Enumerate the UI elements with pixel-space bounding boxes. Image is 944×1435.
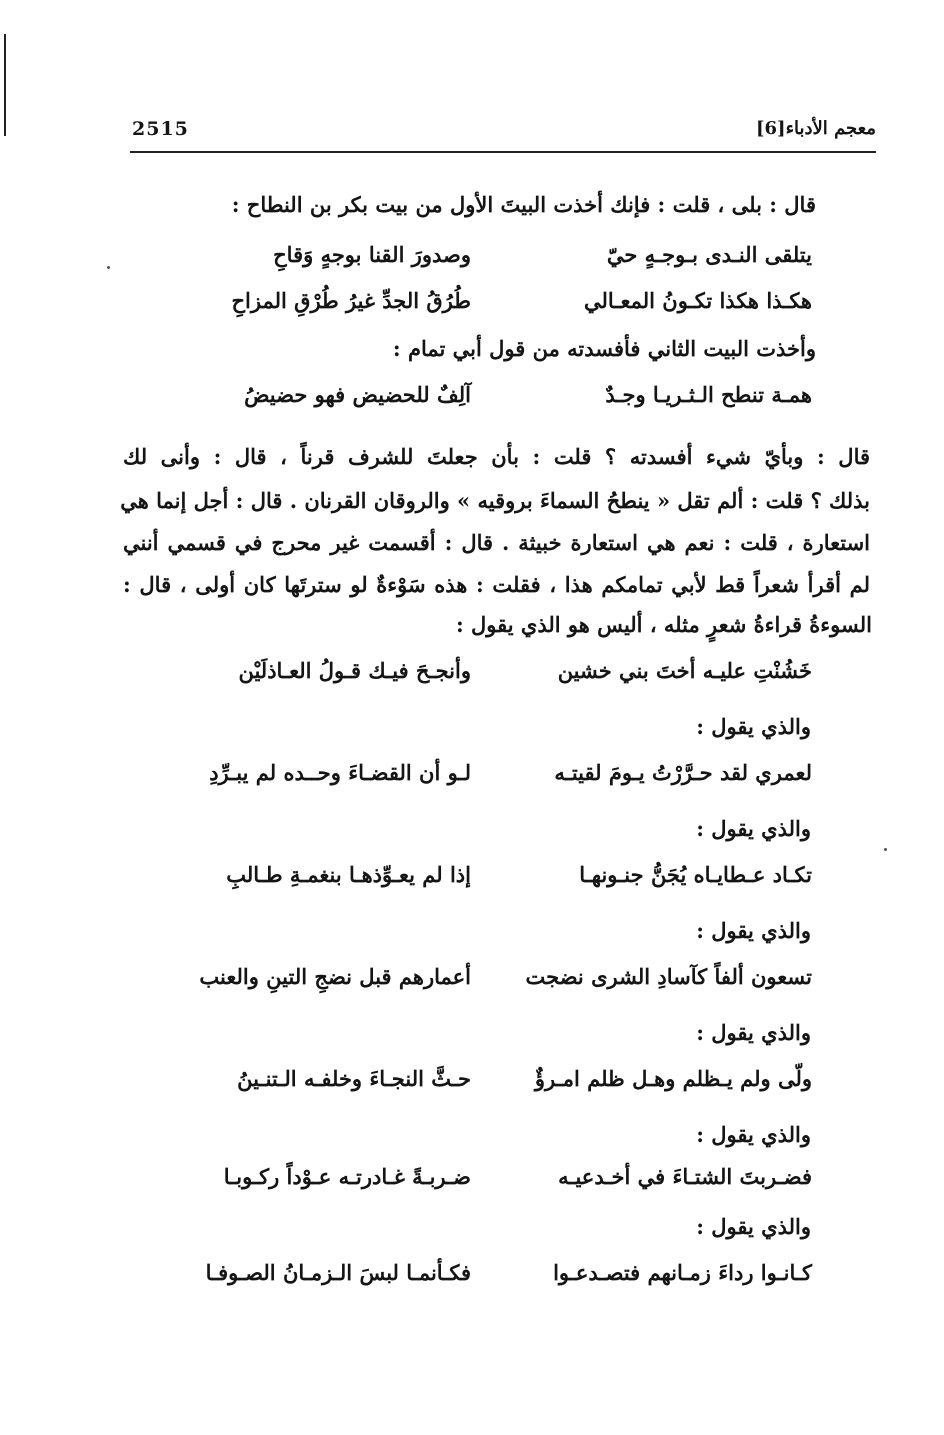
verse-second-hemistich: آلِفٌ للحضيض فهو حضيضُ [244,382,471,407]
paragraph-line: بذلك ؟ قلت : ألم تقل « ينطحُ السماءَ بروقيه » والروقان القرنان . قال : أجل إنما هي [120,488,870,513]
verse-first-hemistich: يتلقى النـدى بـوجـهٍ حيّ [606,242,812,267]
verse-intro: والذي يقول : [696,1214,811,1239]
paragraph-line: قال : وبأيّ شيء أفسدته ؟ قلت : بأن جعلتَ للشرف قرناً ، قال : وأنى لك [123,444,870,469]
verse-second-hemistich: ضـربـةً غـادرتـه عـوْداً ركـوبـا [223,1164,471,1189]
verse-first-hemistich: هكـذا هكذا تكـونُ المعـالي [584,288,812,313]
verse-first-hemistich: لعمري لقد حـرَّرْتُ يـومَ لقيتـه [554,760,812,785]
verse-intro: والذي يقول : [696,816,811,841]
verse-first-hemistich: ولّى ولم يـظلم وهـل ظلم امـرؤٌ [534,1066,812,1091]
scan-speck [884,848,887,851]
verse-second-hemistich: وصدورَ القنا بوجهٍ وَقاحِ [273,242,471,267]
verse-first-hemistich: كـانـوا رداءَ زمـانهم فتصـدعـوا [553,1260,812,1285]
verse-intro: والذي يقول : [696,714,811,739]
verse-first-hemistich: همـة تنطح الـثـريـا وجـدٌ [605,382,812,407]
verse-second-hemistich: لـو أن القضـاءَ وحــده لم يبـرِّدِ [209,760,471,785]
verse-first-hemistich: خَشُنْتِ عليـه أختَ بني خشين [557,658,812,683]
verse-second-hemistich: أعمارهم قبل نضجِ التينِ والعنب [199,964,471,989]
verse-intro: والذي يقول : [696,918,811,943]
scan-edge-bar [4,34,6,136]
verse-second-hemistich: وأنجـحَ فيـك قـولُ العـاذلَيْن [238,658,471,683]
running-head: معجم الأدباء[6] [755,118,876,139]
verse-second-hemistich: حـثَّ النجـاءَ وخلفـه الـتنـينُ [237,1066,471,1091]
verse-second-hemistich: طُرُقُ الجدِّ غيرُ طُرْقِ المزاحِ [231,288,471,313]
verse-second-hemistich: إذا لم يعـوِّذهـا بنغمـةِ طـالبِ [226,862,471,887]
paragraph-line: السوءةُ قراءةُ شعرٍ مثله ، أليس هو الذي يقول : [455,612,872,637]
verse-second-hemistich: فكـأنمـا لبسَ الـزمـانُ الصـوفـا [205,1260,471,1285]
header-rule [130,151,876,153]
verse-intro: والذي يقول : [696,1122,811,1147]
verse-intro: والذي يقول : [696,1020,811,1045]
verse-first-hemistich: تسعون ألفاً كآسادِ الشرى نضجت [525,964,812,989]
verse-first-hemistich: تكـاد عـطايـاه يُجَنُّ جنـونهـا [579,862,812,887]
paragraph-line: قال : بلى ، قلت : فإنك أخذت البيتَ الأول من بيت بكر بن النطاح : [231,192,816,217]
paragraph-line: وأخذت البيت الثاني فأفسدته من قول أبي تمام : [392,336,816,361]
page-header [130,112,876,154]
verse-first-hemistich: فضـربتَ الشتـاءَ في أخـدعيـه [558,1164,812,1189]
paragraph-line: لم أقرأ شعراً قط لأبي تمامكم هذا ، فقلت : هذه سَوْءةٌ لو سترتَها كان أولى ، قال : [123,572,870,597]
paragraph-line: استعارة ، قلت : نعم هي استعارة خبيثة . قال : أقسمت غير محرج في قسمي أنني [123,530,870,555]
scan-speck [107,266,110,269]
page-number: 2515 [132,118,189,140]
